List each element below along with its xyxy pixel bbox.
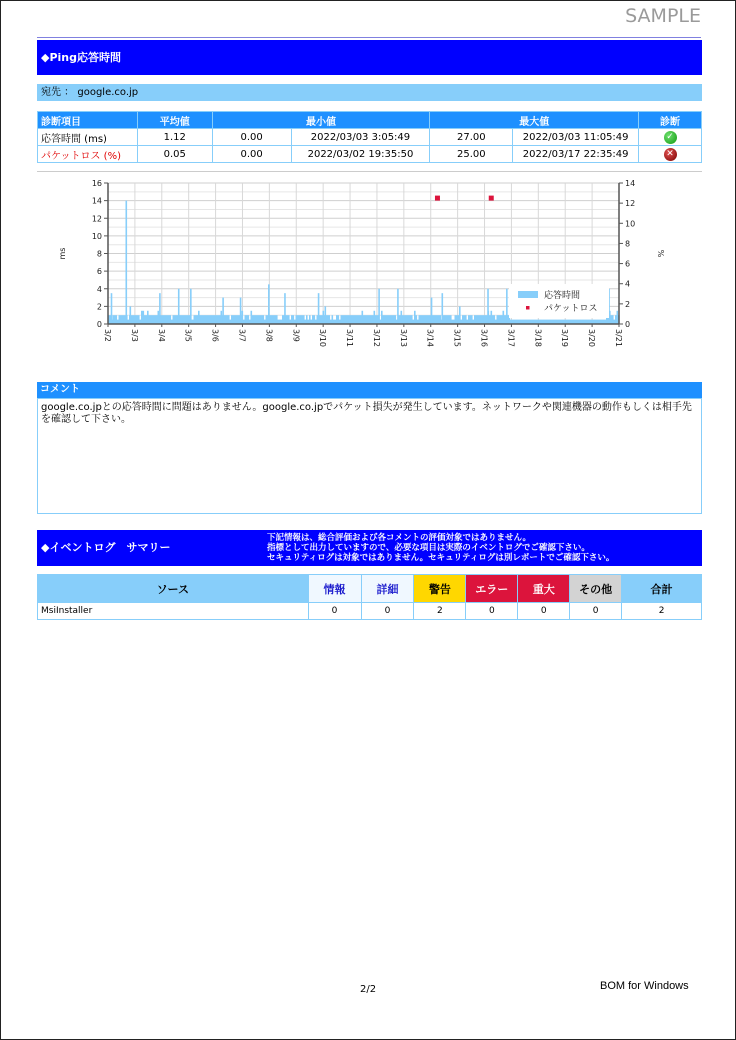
min-time: 2022/03/02 19:35:50: [291, 146, 430, 163]
max-value: 25.00: [430, 146, 513, 163]
page-number: 2/2: [360, 984, 377, 995]
svg-text:3/13: 3/13: [398, 329, 408, 347]
svg-text:14: 14: [91, 196, 102, 206]
critical-count: 0: [518, 603, 570, 620]
eventlog-section-header: [37, 530, 702, 566]
header-diagnosis: 診断: [639, 112, 702, 129]
max-value: 27.00: [430, 129, 513, 146]
ping-section-title: ◆Ping応答時間: [37, 40, 702, 75]
eventlog-note: [267, 533, 614, 563]
header-total: 合計: [622, 575, 702, 603]
min-value: 0.00: [212, 129, 291, 146]
check-circle-icon: ✓: [664, 131, 677, 144]
source-name: MsiInstaller: [38, 603, 309, 620]
svg-text:3/21: 3/21: [614, 329, 623, 347]
svg-text:3/18: 3/18: [533, 329, 543, 347]
header-critical: 重大: [518, 575, 570, 603]
warning-count: 2: [414, 603, 466, 620]
table-row: [38, 146, 702, 163]
header-warning: 警告: [414, 575, 466, 603]
eventlog-note-line: セキュリティログは対象ではありません。セキュリティログは別レポートでご確認下さい。: [267, 553, 615, 563]
header-avg: 平均値: [137, 112, 212, 129]
svg-text:3/3: 3/3: [129, 329, 139, 342]
header-source: ソース: [38, 575, 309, 603]
svg-text:3/4: 3/4: [156, 329, 166, 342]
svg-text:0: 0: [625, 320, 631, 329]
svg-text:16: 16: [91, 179, 102, 188]
svg-text:3/6: 3/6: [210, 329, 220, 342]
svg-text:10: 10: [625, 219, 636, 229]
item-name: パケットロス (%): [38, 146, 138, 163]
max-time: 2022/03/17 22:35:49: [513, 146, 639, 163]
avg-value: 1.12: [137, 129, 212, 146]
info-count: 0: [308, 603, 361, 620]
detail-count: 0: [361, 603, 414, 620]
svg-text:3/8: 3/8: [264, 329, 274, 342]
header-error: エラー: [466, 575, 518, 603]
svg-text:3/19: 3/19: [560, 329, 570, 347]
diagnosis-cell: [639, 129, 702, 146]
svg-text:2: 2: [625, 299, 631, 309]
max-time: 2022/03/03 11:05:49: [513, 129, 639, 146]
svg-text:6: 6: [625, 259, 631, 269]
comment-text: google.co.jpとの応答時間に問題はありません。google.co.jpでパケット損失が発生しています。ネットワークや関連機器の動作もしくは相手先を確認して下さい。: [37, 398, 702, 514]
min-time: 2022/03/03 3:05:49: [291, 129, 430, 146]
svg-text:2: 2: [96, 302, 102, 312]
eventlog-note-line: 指標として出力していますので、必要な項目は実際のイベントログでご確認下さい。: [267, 543, 590, 553]
item-name: 応答時間 (ms): [38, 129, 138, 146]
svg-text:3/20: 3/20: [587, 329, 597, 347]
svg-text:3/10: 3/10: [318, 329, 328, 347]
svg-text:パケットロス: パケットロス: [544, 304, 598, 314]
svg-text:3/7: 3/7: [237, 329, 247, 342]
chart-canvas: [1, 171, 736, 371]
svg-text:ms: ms: [58, 247, 67, 260]
svg-text:3/11: 3/11: [345, 329, 355, 347]
svg-text:3/2: 3/2: [103, 329, 112, 342]
destination-label: 宛先 ： google.co.jp: [37, 84, 702, 101]
avg-value: 0.05: [137, 146, 212, 163]
comment-title: コメント: [37, 382, 702, 398]
svg-text:12: 12: [91, 214, 102, 224]
svg-text:3/14: 3/14: [425, 329, 435, 347]
eventlog-title: ◆イベントログ サマリー: [41, 541, 171, 554]
svg-text:%: %: [656, 249, 665, 258]
header-detail: 詳細: [361, 575, 414, 603]
table-row: [38, 603, 702, 620]
header-divider: [37, 37, 701, 38]
header-other: その他: [570, 575, 622, 603]
eventlog-header-row: [38, 575, 702, 603]
svg-text:0: 0: [96, 320, 102, 329]
svg-text:3/12: 3/12: [371, 329, 381, 347]
svg-text:応答時間: 応答時間: [544, 291, 581, 301]
svg-text:4: 4: [96, 284, 102, 294]
header-max: 最大値: [430, 112, 639, 129]
diagnosis-table: [37, 111, 702, 163]
svg-text:14: 14: [625, 179, 636, 188]
svg-text:3/17: 3/17: [506, 329, 516, 347]
eventlog-note-line: 下記情報は、総合評価および各コメントの評価対象ではありません。: [267, 533, 532, 543]
min-value: 0.00: [212, 146, 291, 163]
other-count: 0: [570, 603, 622, 620]
header-info: 情報: [308, 575, 361, 603]
svg-text:3/9: 3/9: [291, 329, 301, 342]
svg-text:3/15: 3/15: [452, 329, 462, 347]
svg-text:8: 8: [96, 249, 102, 259]
diagnosis-header-row: [38, 112, 702, 129]
table-row: [38, 129, 702, 146]
brand-label: BOM for Windows: [600, 980, 689, 992]
svg-text:6: 6: [96, 267, 102, 277]
x-circle-icon: ✕: [664, 148, 677, 161]
svg-text:4: 4: [625, 279, 631, 289]
svg-text:3/5: 3/5: [183, 329, 193, 342]
header-item: 診断項目: [38, 112, 138, 129]
error-count: 0: [466, 603, 518, 620]
sample-watermark: SAMPLE: [625, 5, 701, 27]
svg-text:10: 10: [91, 231, 102, 241]
diagnosis-cell: [639, 146, 702, 163]
total-count: 2: [622, 603, 702, 620]
svg-text:8: 8: [625, 239, 631, 249]
svg-text:12: 12: [625, 199, 636, 209]
header-min: 最小値: [212, 112, 430, 129]
ping-chart: [1, 171, 736, 371]
eventlog-table: [37, 574, 702, 620]
svg-text:3/16: 3/16: [479, 329, 489, 347]
